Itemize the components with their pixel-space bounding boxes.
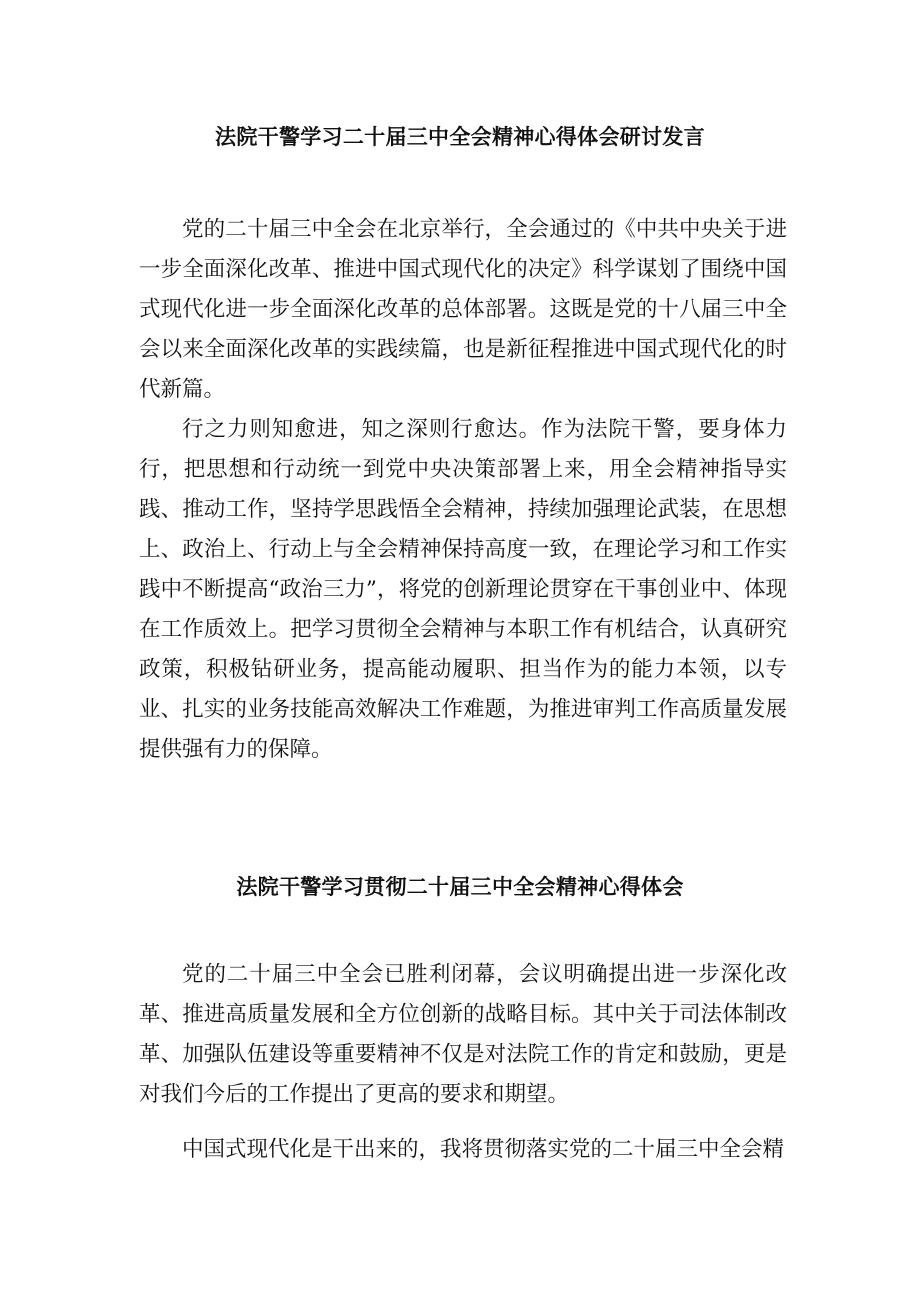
article-1-paragraph-2: 行之力则知愈进，知之深则行愈达。作为法院干警，要身体力行，把思想和行动统一到党中央决策部署上来，用全会精神指导实践、推动工作，坚持学思践悟全会精神，持续加强理论武装，在思想上、政治上、行动上与全会精神保持高度一致，在理论学习和工作实践中不断提高“政治三力”，将党的创新理论贯穿在干事创业中、体现在工作质效上。把学习贯彻全会精神与本职工作有机结合，认真研究政策，积极钻研业务，提高能动履职、担当作为的能力本领，以专业、扎实的业务技能高效解决工作难题，为推进审判工作高质量发展提供强有力的保障。 <box>139 417 787 762</box>
article-2-paragraph-2: 中国式现代化是干出来的，我将贯彻落实党的二十届三中全会精 <box>182 1137 785 1162</box>
article-2-title: 法院干警学习贯彻二十届三中全会精神心得体会 <box>236 874 684 899</box>
article-1-paragraph-1: 党的二十届三中全会在北京举行，全会通过的《中共中央关于进一步全面深化改革、推进中国式现代化的决定》科学谋划了围绕中国式现代化进一步全面深化改革的总体部署。这既是党的十八届三中全会以来全面深化改革的实践续篇，也是新征程推进中国式现代化的时代新篇。 <box>139 217 787 402</box>
article-2-paragraph-1: 党的二十届三中全会已胜利闭幕，会议明确提出进一步深化改革、推进高质量发展和全方位创新的战略目标。其中关于司法体制改革、加强队伍建设等重要精神不仅是对法院工作的肯定和鼓励，更是对我们今后的工作提出了更高的要求和期望。 <box>139 962 787 1107</box>
article-1-title: 法院干警学习二十届三中全会精神心得体会研讨发言 <box>215 124 705 149</box>
